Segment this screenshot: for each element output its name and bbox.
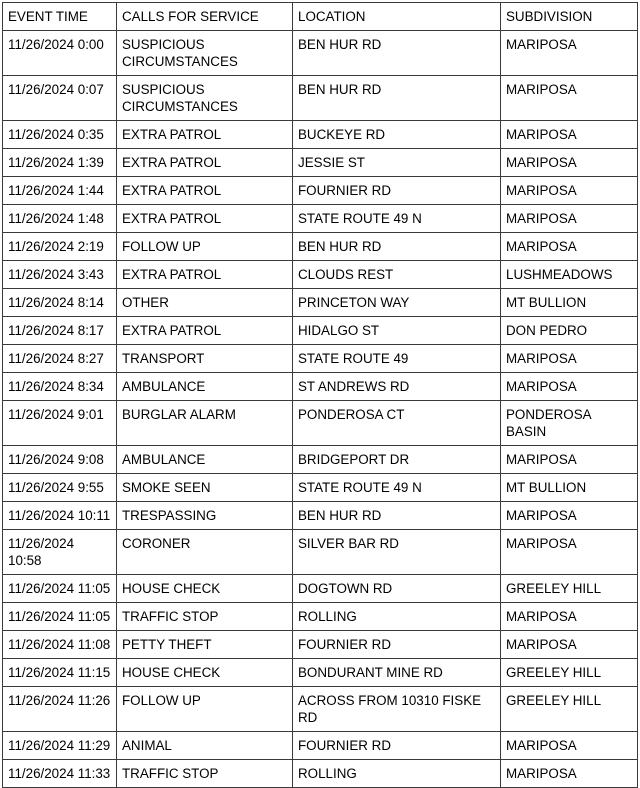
table-row: [3, 289, 638, 317]
call-type-cell: EXTRA PATROL: [117, 205, 293, 233]
location-cell: ROLLING: [293, 603, 501, 631]
subdivision-cell: DON PEDRO: [501, 317, 638, 345]
header-calls-for-service: CALLS FOR SERVICE: [117, 3, 293, 31]
call-type-cell: FOLLOW UP: [117, 233, 293, 261]
location-cell: BONDURANT MINE RD: [293, 659, 501, 687]
location-cell: BEN HUR RD: [293, 233, 501, 261]
event-time-cell: 11/26/2024 11:05: [3, 603, 117, 631]
location-cell: HIDALGO ST: [293, 317, 501, 345]
table-row: [3, 261, 638, 289]
subdivision-cell: MARIPOSA: [501, 446, 638, 474]
event-time-cell: 11/26/2024 8:27: [3, 345, 117, 373]
event-time-cell: 11/26/2024 10:11: [3, 502, 117, 530]
event-time-cell: 11/26/2024 2:19: [3, 233, 117, 261]
table-row: [3, 760, 638, 788]
event-time-cell: 11/26/2024 8:34: [3, 373, 117, 401]
table-row: [3, 121, 638, 149]
location-cell: STATE ROUTE 49 N: [293, 474, 501, 502]
subdivision-cell: MARIPOSA: [501, 603, 638, 631]
event-time-cell: 11/26/2024 11:29: [3, 732, 117, 760]
subdivision-cell: MARIPOSA: [501, 631, 638, 659]
table-row: [3, 233, 638, 261]
location-cell: BUCKEYE RD: [293, 121, 501, 149]
location-cell: JESSIE ST: [293, 149, 501, 177]
event-time-cell: 11/26/2024 11:08: [3, 631, 117, 659]
table-row: [3, 575, 638, 603]
location-cell: PONDEROSA CT: [293, 401, 501, 446]
subdivision-cell: MT BULLION: [501, 289, 638, 317]
table-row: [3, 177, 638, 205]
subdivision-cell: MT BULLION: [501, 474, 638, 502]
call-type-cell: AMBULANCE: [117, 446, 293, 474]
call-type-cell: TRESPASSING: [117, 502, 293, 530]
table-row: [3, 373, 638, 401]
table-row: [3, 317, 638, 345]
location-cell: PRINCETON WAY: [293, 289, 501, 317]
call-type-cell: SMOKE SEEN: [117, 474, 293, 502]
call-type-cell: AMBULANCE: [117, 373, 293, 401]
call-type-cell: HOUSE CHECK: [117, 659, 293, 687]
calls-for-service-log: [2, 2, 638, 788]
event-time-cell: 11/26/2024 8:14: [3, 289, 117, 317]
location-cell: ROLLING: [293, 760, 501, 788]
call-type-cell: SUSPICIOUS CIRCUMSTANCES: [117, 31, 293, 76]
call-type-cell: ANIMAL: [117, 732, 293, 760]
event-time-cell: 11/26/2024 9:08: [3, 446, 117, 474]
call-type-cell: FOLLOW UP: [117, 687, 293, 732]
location-cell: FOURNIER RD: [293, 732, 501, 760]
subdivision-cell: MARIPOSA: [501, 373, 638, 401]
subdivision-cell: MARIPOSA: [501, 31, 638, 76]
event-time-cell: 11/26/2024 0:35: [3, 121, 117, 149]
subdivision-cell: MARIPOSA: [501, 121, 638, 149]
location-cell: CLOUDS REST: [293, 261, 501, 289]
event-time-cell: 11/26/2024 0:00: [3, 31, 117, 76]
table-row: [3, 732, 638, 760]
table-row: [3, 502, 638, 530]
call-type-cell: CORONER: [117, 530, 293, 575]
subdivision-cell: MARIPOSA: [501, 732, 638, 760]
call-type-cell: HOUSE CHECK: [117, 575, 293, 603]
event-time-cell: 11/26/2024 9:55: [3, 474, 117, 502]
table-row: [3, 401, 638, 446]
call-type-cell: EXTRA PATROL: [117, 149, 293, 177]
event-time-cell: 11/26/2024 11:33: [3, 760, 117, 788]
location-cell: SILVER BAR RD: [293, 530, 501, 575]
call-type-cell: BURGLAR ALARM: [117, 401, 293, 446]
location-cell: BEN HUR RD: [293, 502, 501, 530]
event-time-cell: 11/26/2024 1:48: [3, 205, 117, 233]
subdivision-cell: MARIPOSA: [501, 149, 638, 177]
header-row: [3, 3, 638, 31]
table-body: [3, 31, 638, 788]
event-time-cell: 11/26/2024 8:17: [3, 317, 117, 345]
header-subdivision: SUBDIVISION: [501, 3, 638, 31]
event-time-cell: 11/26/2024 1:39: [3, 149, 117, 177]
header-location: LOCATION: [293, 3, 501, 31]
table-row: [3, 474, 638, 502]
location-cell: FOURNIER RD: [293, 177, 501, 205]
header-event-time: EVENT TIME: [3, 3, 117, 31]
location-cell: ACROSS FROM 10310 FISKE RD: [293, 687, 501, 732]
call-type-cell: SUSPICIOUS CIRCUMSTANCES: [117, 76, 293, 121]
call-type-cell: TRAFFIC STOP: [117, 760, 293, 788]
call-type-cell: EXTRA PATROL: [117, 261, 293, 289]
subdivision-cell: LUSHMEADOWS: [501, 261, 638, 289]
subdivision-cell: GREELEY HILL: [501, 687, 638, 732]
calls-table: [2, 2, 638, 788]
subdivision-cell: MARIPOSA: [501, 760, 638, 788]
subdivision-cell: MARIPOSA: [501, 233, 638, 261]
event-time-cell: 11/26/2024 11:26: [3, 687, 117, 732]
event-time-cell: 11/26/2024 11:15: [3, 659, 117, 687]
subdivision-cell: GREELEY HILL: [501, 575, 638, 603]
call-type-cell: EXTRA PATROL: [117, 317, 293, 345]
table-row: [3, 345, 638, 373]
event-time-cell: 11/26/2024 10:58: [3, 530, 117, 575]
table-row: [3, 446, 638, 474]
location-cell: BEN HUR RD: [293, 76, 501, 121]
event-time-cell: 11/26/2024 3:43: [3, 261, 117, 289]
call-type-cell: EXTRA PATROL: [117, 121, 293, 149]
location-cell: BRIDGEPORT DR: [293, 446, 501, 474]
table-row: [3, 76, 638, 121]
event-time-cell: 11/26/2024 1:44: [3, 177, 117, 205]
call-type-cell: TRANSPORT: [117, 345, 293, 373]
subdivision-cell: PONDEROSA BASIN: [501, 401, 638, 446]
location-cell: DOGTOWN RD: [293, 575, 501, 603]
event-time-cell: 11/26/2024 9:01: [3, 401, 117, 446]
call-type-cell: PETTY THEFT: [117, 631, 293, 659]
table-row: [3, 31, 638, 76]
table-row: [3, 603, 638, 631]
table-row: [3, 149, 638, 177]
call-type-cell: TRAFFIC STOP: [117, 603, 293, 631]
subdivision-cell: MARIPOSA: [501, 502, 638, 530]
event-time-cell: 11/26/2024 0:07: [3, 76, 117, 121]
subdivision-cell: MARIPOSA: [501, 177, 638, 205]
call-type-cell: OTHER: [117, 289, 293, 317]
subdivision-cell: MARIPOSA: [501, 345, 638, 373]
table-row: [3, 659, 638, 687]
call-type-cell: EXTRA PATROL: [117, 177, 293, 205]
event-time-cell: 11/26/2024 11:05: [3, 575, 117, 603]
location-cell: STATE ROUTE 49: [293, 345, 501, 373]
subdivision-cell: MARIPOSA: [501, 205, 638, 233]
table-row: [3, 687, 638, 732]
location-cell: FOURNIER RD: [293, 631, 501, 659]
location-cell: BEN HUR RD: [293, 31, 501, 76]
table-row: [3, 530, 638, 575]
subdivision-cell: MARIPOSA: [501, 530, 638, 575]
table-row: [3, 205, 638, 233]
location-cell: STATE ROUTE 49 N: [293, 205, 501, 233]
subdivision-cell: GREELEY HILL: [501, 659, 638, 687]
subdivision-cell: MARIPOSA: [501, 76, 638, 121]
table-row: [3, 631, 638, 659]
location-cell: ST ANDREWS RD: [293, 373, 501, 401]
